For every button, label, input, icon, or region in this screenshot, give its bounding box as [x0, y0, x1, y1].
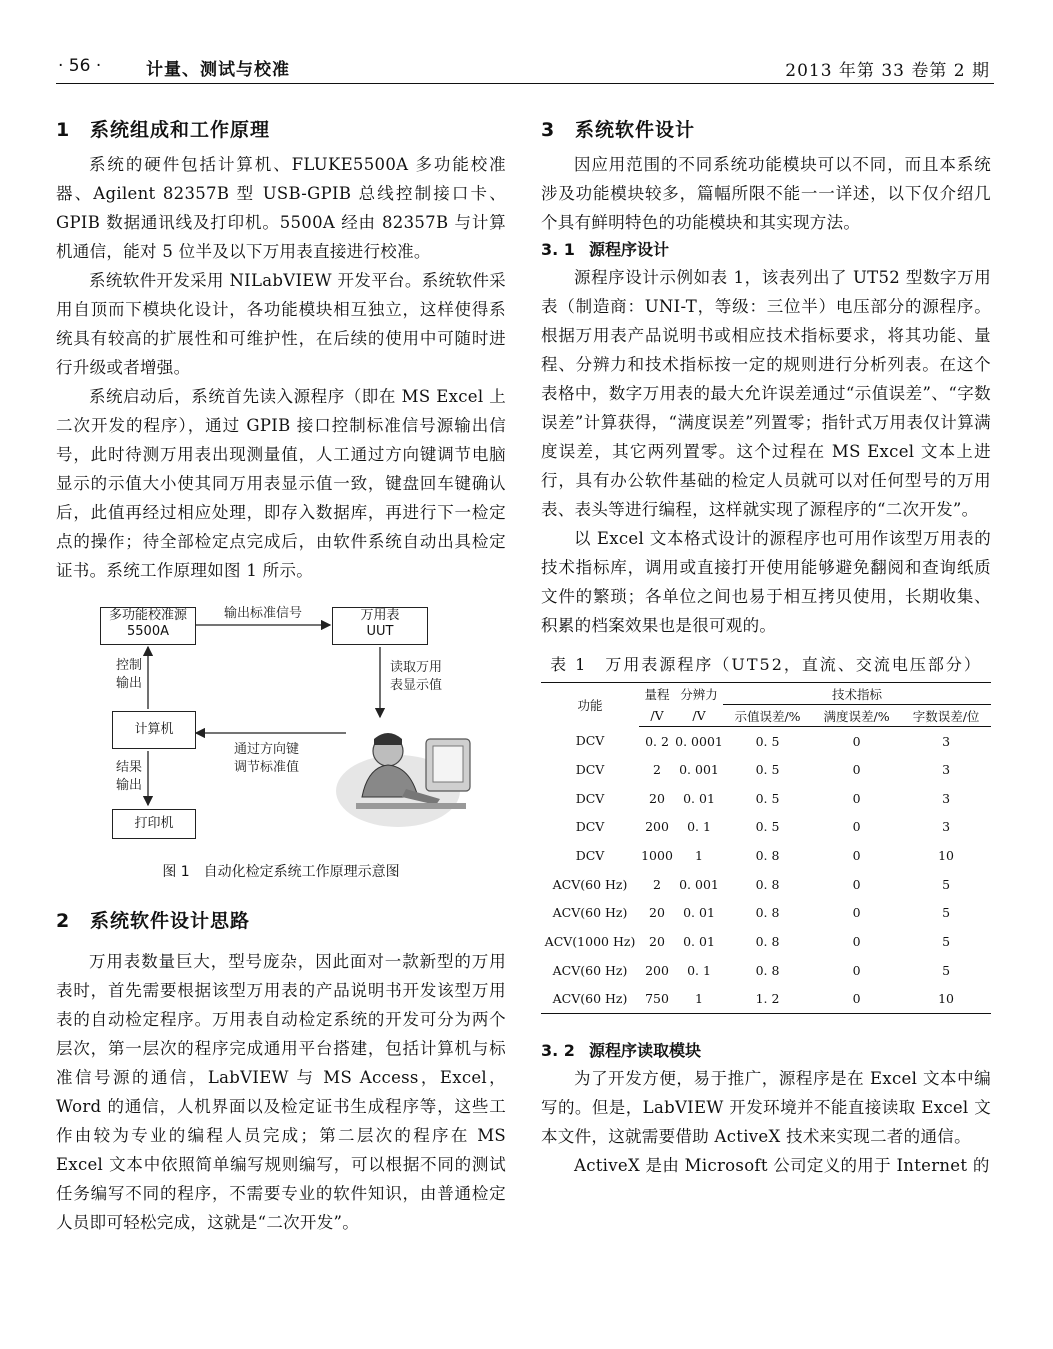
table-cell: ACV(60 Hz) [552, 905, 628, 921]
table-cell: 10 [938, 991, 954, 1007]
label-result-2: 输出 [116, 778, 143, 793]
table-cell: ACV(60 Hz) [552, 991, 628, 1007]
table-cell: ACV(1000 Hz) [544, 934, 636, 950]
table-cell: 200 [645, 962, 669, 978]
table-cell: 0. 001 [679, 762, 719, 778]
figure-1 [56, 599, 506, 889]
header-tech-specs: 技术指标 [723, 683, 991, 705]
table-cell: 0. 0001 [675, 733, 723, 749]
table-cell: 0. 5 [755, 790, 780, 806]
table-cell: 0 [852, 876, 861, 892]
table-cell: 3 [942, 790, 951, 806]
table-cell: 0 [852, 819, 861, 835]
table-row [541, 899, 991, 928]
label-adjust-1: 通过方向键 [234, 742, 300, 757]
table-cell: 0. 01 [683, 905, 715, 921]
table-row [541, 784, 991, 813]
table-cell: 20 [649, 790, 665, 806]
table-cell: DCV [575, 762, 605, 778]
table-cell: 0 [852, 762, 861, 778]
table-cell: DCV [575, 819, 605, 835]
header-fullscale-error: 满度误差/% [812, 705, 901, 727]
table-row [541, 813, 991, 842]
table-cell: 0 [852, 848, 861, 864]
table-cell: 0. 8 [755, 934, 780, 950]
table-cell: 5 [942, 905, 951, 921]
table-caption: 表 1 万用表源程序（UT52，直流、交流电压部分） [550, 655, 982, 674]
table-cell: 1000 [641, 848, 673, 864]
table-cell: 0 [852, 733, 861, 749]
paragraph: 为了开发方便，易于推广，源程序是在 Excel 文本中编写的。但是，LabVIEW 开发环境并不能直接读取 Excel 文本文件，这就需要借助 ActiveX 技术来实现二者的通信。 [541, 1068, 991, 1146]
table-cell: DCV [575, 848, 605, 864]
table-cell: 0. 2 [645, 733, 669, 749]
table-cell: 0. 5 [755, 762, 780, 778]
table-cell: 2 [653, 876, 661, 892]
calibrator-label: 多功能校准源 [108, 608, 187, 623]
paragraph: ActiveX 是由 Microsoft 公司定义的用于 Internet 的 [574, 1155, 990, 1175]
calibrator-model: 5500A [127, 624, 169, 639]
issue-info: 2013 年第 33 卷第 2 期 [785, 61, 990, 81]
section-3-heading [541, 110, 991, 150]
header-resolution-unit: /V [675, 705, 723, 727]
table-cell: 10 [938, 848, 954, 864]
table-cell: 20 [649, 934, 665, 950]
section-3-1-heading [541, 237, 991, 263]
left-column [56, 110, 506, 1237]
section-number: 1 [56, 119, 71, 141]
table-cell: 0. 001 [679, 876, 719, 892]
table-cell: 0. 1 [687, 819, 711, 835]
subsection-number: 3. 2 [541, 1040, 575, 1060]
table-row [541, 841, 991, 870]
table-cell: 0. 8 [755, 848, 780, 864]
table-cell: 0 [852, 905, 861, 921]
table-cell: 0 [852, 934, 861, 950]
label-read-1: 读取万用 [390, 660, 443, 675]
right-column [541, 110, 991, 1180]
printer-label: 打印机 [134, 816, 174, 831]
section-3-2-heading [541, 1038, 991, 1064]
section-1-heading [56, 110, 506, 150]
header-resolution: 分辨力 [680, 686, 718, 702]
table-cell: 3 [942, 819, 951, 835]
table-cell: ACV(60 Hz) [552, 876, 628, 892]
table-cell: 20 [649, 905, 665, 921]
table-cell: 1. 2 [755, 991, 780, 1007]
table-cell: 5 [942, 934, 951, 950]
figure-caption: 图 1 自动化检定系统工作原理示意图 [162, 864, 400, 880]
table-cell: 1 [695, 991, 703, 1007]
header-indication-error: 示值误差/% [723, 705, 812, 727]
table-row [541, 727, 991, 756]
table-row [541, 927, 991, 956]
table-cell: 0. 5 [755, 733, 780, 749]
table-cell: 0. 5 [755, 819, 780, 835]
table-cell: ACV(60 Hz) [552, 962, 628, 978]
table-cell: 1 [695, 848, 703, 864]
table-cell: 0. 1 [687, 962, 711, 978]
table-cell: 750 [645, 991, 669, 1007]
paragraph: 源程序设计示例如表 1，该表列出了 UT52 型数字万用表（制造商：UNI-T，等级：三位半）电压部分的源程序。根据万用表产品说明书或相应技术指标要求，将其功能、量程、分辨力和技术指标按一定的规则进行分析列表。在这个表格中，数字万用表的最大允许误差通过“示值误差”、“字数误差”计算获得，“满度误差”列置零；指针式万用表仅计算满度误差，其它两列置零。这个过程在 MS Excel 文本上进行，具有办公软件基础的检定人员就可以对任何型号的万用表、表头等进行编程，这样就实现了源程序的“二次开发”。 [541, 268, 991, 519]
printer-box [112, 809, 196, 839]
header-range-unit: /V [639, 705, 675, 727]
table-row [541, 956, 991, 985]
meter-label: 万用表 [360, 608, 400, 623]
paragraph: 以 Excel 文本格式设计的源程序也可用作该型万用表的技术指标库，调用或直接打开使用能够避免翻阅和查询纸质文件的繁琐；各单位之间也易于相互拷贝使用，长期收集、积累的档案效果也是很可观的。 [541, 529, 991, 635]
page-number: · 56 · [58, 56, 102, 76]
table-row [541, 985, 991, 1014]
table-cell: 0 [852, 962, 861, 978]
label-control-1: 控制 [116, 658, 143, 673]
table-cell: 0 [852, 991, 861, 1007]
meter-model: UUT [366, 624, 394, 639]
table-cell: 0. 01 [683, 934, 715, 950]
computer-box [112, 711, 196, 749]
table-cell: 5 [942, 962, 951, 978]
table-cell: 0. 01 [683, 790, 715, 806]
table-cell: 0. 8 [755, 905, 780, 921]
table-cell: 2 [653, 762, 661, 778]
header-digit-error: 字数误差/位 [901, 705, 991, 727]
label-read-2: 表显示值 [390, 678, 443, 693]
table-cell: 3 [942, 733, 951, 749]
meter-box [332, 607, 428, 645]
label-result-1: 结果 [116, 760, 143, 775]
journal-title: 计量、测试与校准 [146, 60, 290, 80]
section-number: 2 [56, 910, 71, 932]
paragraph: 系统的硬件包括计算机、FLUKE5500A 多功能校准器、Agilent 82357B 型 USB-GPIB 总线控制接口卡、GPIB 数据通讯线及打印机。5500A 经由 82357B 与计算机通信，能对 5 位半及以下万用表直接进行校准。 [56, 155, 506, 261]
subsection-number: 3. 1 [541, 240, 575, 259]
subsection-title: 源程序设计 [589, 240, 670, 259]
section-title: 系统组成和工作原理 [90, 119, 271, 141]
label-output-signal: 输出标准信号 [224, 606, 303, 621]
operator-icon [336, 733, 470, 827]
header-range: 量程 [644, 686, 670, 702]
table-cell: 0. 8 [755, 962, 780, 978]
table-cell: DCV [575, 790, 605, 806]
table-row [541, 870, 991, 899]
computer-label: 计算机 [134, 722, 174, 737]
table-cell: 200 [645, 819, 669, 835]
paragraph: 系统启动后，系统首先读入源程序（即在 MS Excel 上二次开发的程序），通过 GPIB 接口控制标准信号源输出信号，此时待测万用表出现测量值，人工通过方向键调节电脑显示的示值大小使其同万用表显示值一致，键盘回车键确认后，此值再经过相应处理，即存入数据库，再进行下一检定点的操作；待全部检定点完成后，由软件系统自动出具检定证书。系统工作原理如图 1 所示。 [56, 387, 506, 580]
subsection-title: 源程序读取模块 [589, 1040, 702, 1060]
table-cell: 3 [942, 762, 951, 778]
source-program-table [541, 682, 991, 1014]
section-title: 系统软件设计思路 [90, 910, 251, 932]
table-row [541, 755, 991, 784]
label-control-2: 输出 [116, 676, 143, 691]
paragraph: 万用表数量巨大，型号庞杂，因此面对一款新型的万用表时，首先需要根据该型万用表的产品说明书开发该型万用表的自动检定程序。万用表自动检定系统的开发可分为两个层次，第一层次的程序完成通用平台搭建，包括计算机与标准信号源的通信，LabVIEW 与 MS Access，Excel，Word 的通信，人机界面以及检定证书生成程序等，这些工作由较为专业的编程人员完成；第二层次的程序在 MS Excel 文本中依照简单编写规则编写，可以根据不同的测试任务编写不同的程序，不需要专业的软件知识，由普通检定人员即可轻松完成，这就是“二次开发”。 [56, 952, 506, 1232]
section-title: 系统软件设计 [575, 119, 696, 141]
label-adjust-2: 调节标准值 [234, 760, 300, 775]
table-cell: 0. 8 [755, 876, 780, 892]
calibrator-box [100, 607, 196, 645]
header-function: 功能 [577, 697, 603, 713]
page-header [56, 50, 994, 84]
table-cell: 5 [942, 876, 951, 892]
table-cell: 0 [852, 790, 861, 806]
table-cell: DCV [575, 733, 605, 749]
table-body [541, 727, 991, 1014]
section-2-heading [56, 901, 506, 941]
section-number: 3 [541, 119, 556, 141]
paragraph: 因应用范围的不同系统功能模块可以不同，而且本系统涉及功能模块较多，篇幅所限不能一一详述，以下仅介绍几个具有鲜明特色的功能模块和其实现方法。 [541, 155, 991, 232]
paragraph: 系统软件开发采用 NILabVIEW 开发平台。系统软件采用自顶而下模块化设计，各功能模块相互独立，这样使得系统具有较高的扩展性和可维护性，在后续的使用中可随时进行升级或者增强。 [56, 271, 506, 377]
